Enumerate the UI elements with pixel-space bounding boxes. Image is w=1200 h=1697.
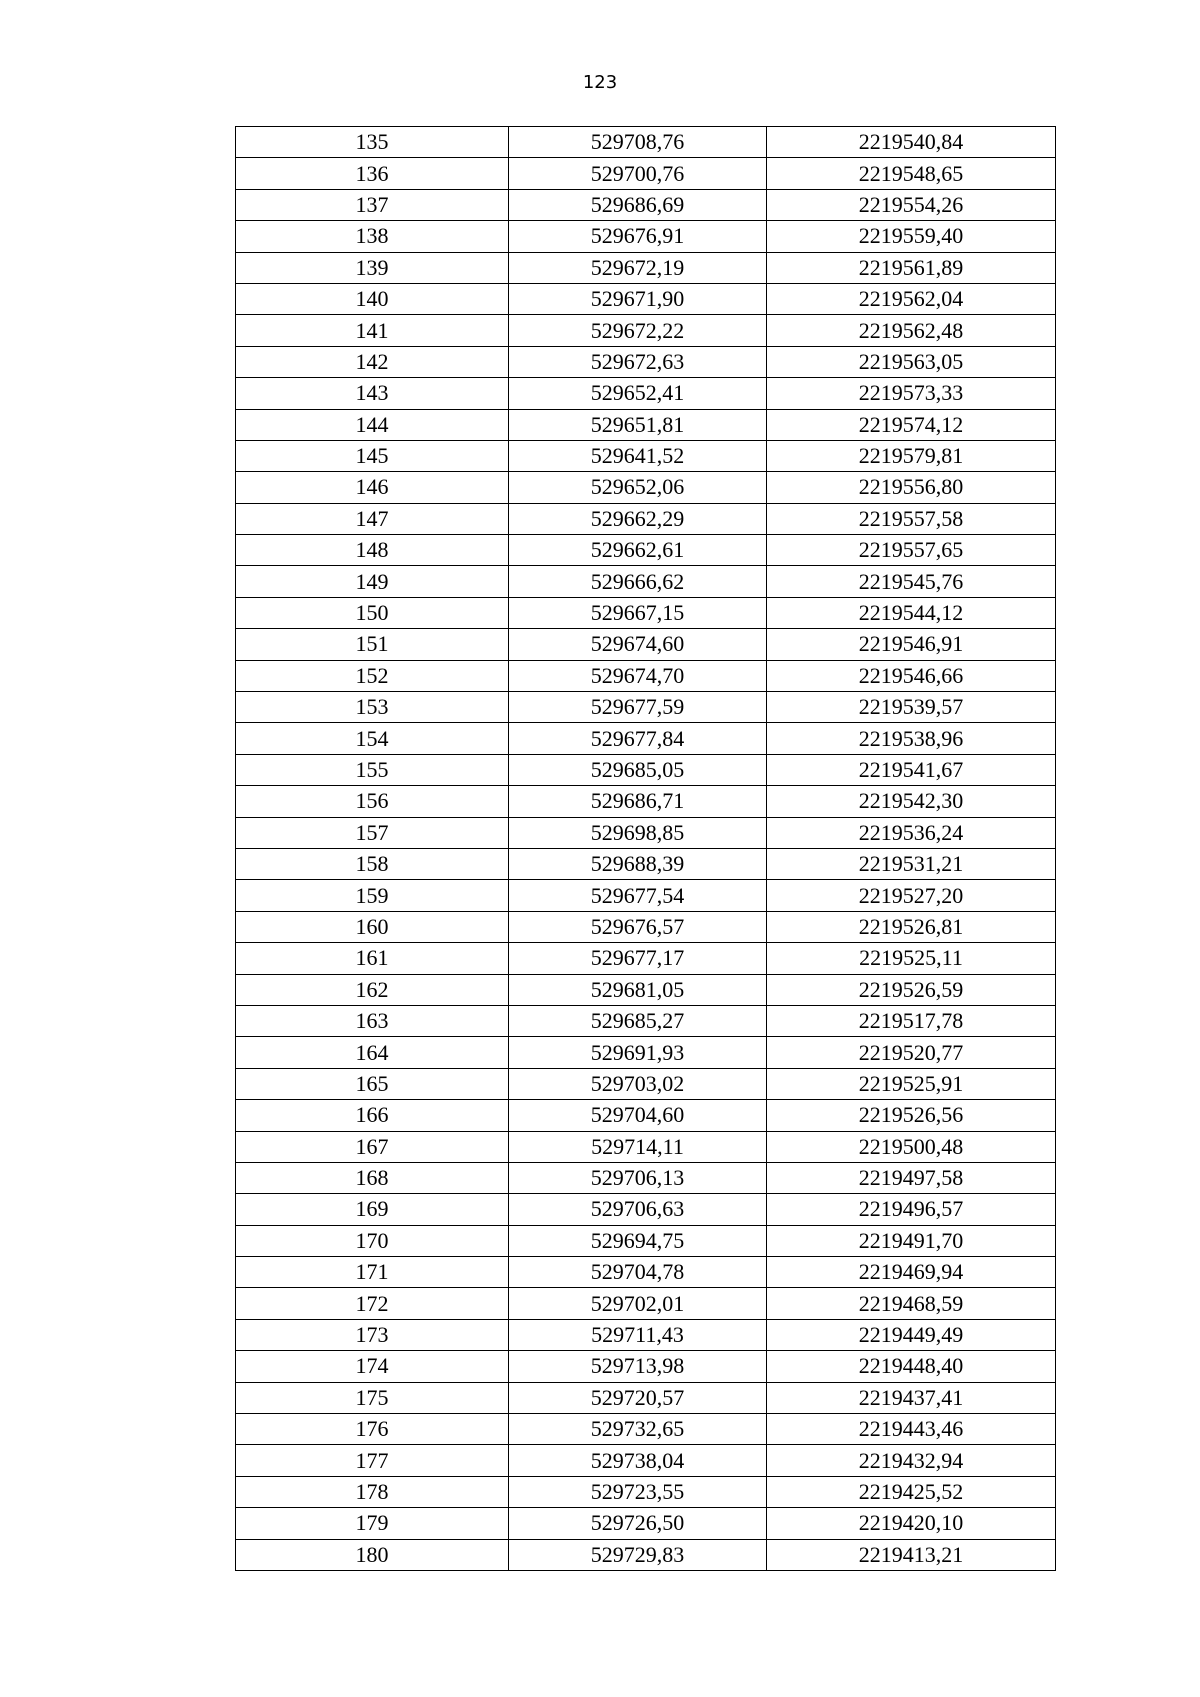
table-row	[236, 786, 1056, 817]
table-row	[236, 1100, 1056, 1131]
table-row	[236, 346, 1056, 377]
table-row	[236, 943, 1056, 974]
table-row	[236, 315, 1056, 346]
table-row	[236, 1414, 1056, 1445]
x-coordinate-cell: 529713,98	[509, 1351, 767, 1382]
x-coordinate-cell: 529732,65	[509, 1414, 767, 1445]
x-coordinate-cell: 529711,43	[509, 1319, 767, 1350]
y-coordinate-cell: 2219538,96	[767, 723, 1056, 754]
y-coordinate-cell: 2219420,10	[767, 1508, 1056, 1539]
point-number-cell: 143	[236, 378, 509, 409]
x-coordinate-cell: 529686,69	[509, 189, 767, 220]
y-coordinate-cell: 2219448,40	[767, 1351, 1056, 1382]
y-coordinate-cell: 2219469,94	[767, 1257, 1056, 1288]
table-row	[236, 252, 1056, 283]
point-number-cell: 164	[236, 1037, 509, 1068]
y-coordinate-cell: 2219542,30	[767, 786, 1056, 817]
y-coordinate-cell: 2219574,12	[767, 409, 1056, 440]
point-number-cell: 151	[236, 629, 509, 660]
y-coordinate-cell: 2219425,52	[767, 1476, 1056, 1507]
y-coordinate-cell: 2219525,91	[767, 1068, 1056, 1099]
y-coordinate-cell: 2219541,67	[767, 754, 1056, 785]
x-coordinate-cell: 529662,29	[509, 503, 767, 534]
table-row	[236, 1068, 1056, 1099]
y-coordinate-cell: 2219545,76	[767, 566, 1056, 597]
point-number-cell: 172	[236, 1288, 509, 1319]
point-number-cell: 140	[236, 283, 509, 314]
table-row	[236, 880, 1056, 911]
point-number-cell: 176	[236, 1414, 509, 1445]
point-number-cell: 156	[236, 786, 509, 817]
x-coordinate-cell: 529723,55	[509, 1476, 767, 1507]
x-coordinate-cell: 529676,91	[509, 221, 767, 252]
x-coordinate-cell: 529681,05	[509, 974, 767, 1005]
point-number-cell: 150	[236, 597, 509, 628]
point-number-cell: 166	[236, 1100, 509, 1131]
y-coordinate-cell: 2219557,65	[767, 535, 1056, 566]
x-coordinate-cell: 529674,60	[509, 629, 767, 660]
y-coordinate-cell: 2219561,89	[767, 252, 1056, 283]
y-coordinate-cell: 2219531,21	[767, 848, 1056, 879]
table-row	[236, 817, 1056, 848]
table-row	[236, 1194, 1056, 1225]
point-number-cell: 154	[236, 723, 509, 754]
x-coordinate-cell: 529652,06	[509, 472, 767, 503]
table-row	[236, 754, 1056, 785]
point-number-cell: 178	[236, 1476, 509, 1507]
x-coordinate-cell: 529676,57	[509, 911, 767, 942]
y-coordinate-cell: 2219497,58	[767, 1162, 1056, 1193]
table-row	[236, 1351, 1056, 1382]
x-coordinate-cell: 529666,62	[509, 566, 767, 597]
table-row	[236, 1476, 1056, 1507]
y-coordinate-cell: 2219544,12	[767, 597, 1056, 628]
table-row	[236, 1539, 1056, 1570]
y-coordinate-cell: 2219527,20	[767, 880, 1056, 911]
table-row	[236, 221, 1056, 252]
y-coordinate-cell: 2219520,77	[767, 1037, 1056, 1068]
y-coordinate-cell: 2219496,57	[767, 1194, 1056, 1225]
point-number-cell: 170	[236, 1225, 509, 1256]
x-coordinate-cell: 529677,54	[509, 880, 767, 911]
x-coordinate-cell: 529714,11	[509, 1131, 767, 1162]
x-coordinate-cell: 529685,27	[509, 1005, 767, 1036]
table-row	[236, 1382, 1056, 1413]
point-number-cell: 147	[236, 503, 509, 534]
x-coordinate-cell: 529677,59	[509, 692, 767, 723]
x-coordinate-cell: 529691,93	[509, 1037, 767, 1068]
x-coordinate-cell: 529706,13	[509, 1162, 767, 1193]
point-number-cell: 167	[236, 1131, 509, 1162]
point-number-cell: 171	[236, 1257, 509, 1288]
table-row	[236, 974, 1056, 1005]
y-coordinate-cell: 2219491,70	[767, 1225, 1056, 1256]
table-row	[236, 440, 1056, 471]
point-number-cell: 141	[236, 315, 509, 346]
y-coordinate-cell: 2219536,24	[767, 817, 1056, 848]
x-coordinate-cell: 529641,52	[509, 440, 767, 471]
y-coordinate-cell: 2219548,65	[767, 158, 1056, 189]
point-number-cell: 138	[236, 221, 509, 252]
table-row	[236, 1319, 1056, 1350]
point-number-cell: 163	[236, 1005, 509, 1036]
x-coordinate-cell: 529662,61	[509, 535, 767, 566]
point-number-cell: 180	[236, 1539, 509, 1570]
x-coordinate-cell: 529720,57	[509, 1382, 767, 1413]
table-row	[236, 1005, 1056, 1036]
table-row	[236, 1037, 1056, 1068]
x-coordinate-cell: 529672,63	[509, 346, 767, 377]
y-coordinate-cell: 2219443,46	[767, 1414, 1056, 1445]
x-coordinate-cell: 529674,70	[509, 660, 767, 691]
point-number-cell: 157	[236, 817, 509, 848]
point-number-cell: 148	[236, 535, 509, 566]
x-coordinate-cell: 529729,83	[509, 1539, 767, 1570]
coordinates-table-body	[236, 127, 1056, 1571]
y-coordinate-cell: 2219540,84	[767, 127, 1056, 158]
point-number-cell: 139	[236, 252, 509, 283]
point-number-cell: 160	[236, 911, 509, 942]
y-coordinate-cell: 2219559,40	[767, 221, 1056, 252]
x-coordinate-cell: 529672,22	[509, 315, 767, 346]
y-coordinate-cell: 2219554,26	[767, 189, 1056, 220]
y-coordinate-cell: 2219539,57	[767, 692, 1056, 723]
y-coordinate-cell: 2219526,81	[767, 911, 1056, 942]
x-coordinate-cell: 529700,76	[509, 158, 767, 189]
y-coordinate-cell: 2219579,81	[767, 440, 1056, 471]
y-coordinate-cell: 2219562,04	[767, 283, 1056, 314]
y-coordinate-cell: 2219517,78	[767, 1005, 1056, 1036]
x-coordinate-cell: 529694,75	[509, 1225, 767, 1256]
x-coordinate-cell: 529686,71	[509, 786, 767, 817]
table-row	[236, 1288, 1056, 1319]
point-number-cell: 177	[236, 1445, 509, 1476]
coordinates-table	[235, 126, 1056, 1571]
point-number-cell: 165	[236, 1068, 509, 1099]
x-coordinate-cell: 529667,15	[509, 597, 767, 628]
y-coordinate-cell: 2219468,59	[767, 1288, 1056, 1319]
x-coordinate-cell: 529677,84	[509, 723, 767, 754]
table-row	[236, 660, 1056, 691]
table-row	[236, 1445, 1056, 1476]
point-number-cell: 175	[236, 1382, 509, 1413]
table-row	[236, 723, 1056, 754]
table-row	[236, 566, 1056, 597]
point-number-cell: 136	[236, 158, 509, 189]
y-coordinate-cell: 2219546,91	[767, 629, 1056, 660]
table-row	[236, 1131, 1056, 1162]
y-coordinate-cell: 2219573,33	[767, 378, 1056, 409]
table-row	[236, 629, 1056, 660]
table-row	[236, 158, 1056, 189]
table-row	[236, 472, 1056, 503]
y-coordinate-cell: 2219526,59	[767, 974, 1056, 1005]
table-row	[236, 127, 1056, 158]
point-number-cell: 135	[236, 127, 509, 158]
point-number-cell: 144	[236, 409, 509, 440]
x-coordinate-cell: 529704,78	[509, 1257, 767, 1288]
x-coordinate-cell: 529677,17	[509, 943, 767, 974]
page-number: 123	[582, 72, 618, 93]
point-number-cell: 153	[236, 692, 509, 723]
x-coordinate-cell: 529685,05	[509, 754, 767, 785]
table-row	[236, 848, 1056, 879]
point-number-cell: 158	[236, 848, 509, 879]
point-number-cell: 142	[236, 346, 509, 377]
x-coordinate-cell: 529704,60	[509, 1100, 767, 1131]
y-coordinate-cell: 2219500,48	[767, 1131, 1056, 1162]
y-coordinate-cell: 2219562,48	[767, 315, 1056, 346]
x-coordinate-cell: 529651,81	[509, 409, 767, 440]
table-row	[236, 535, 1056, 566]
y-coordinate-cell: 2219557,58	[767, 503, 1056, 534]
y-coordinate-cell: 2219432,94	[767, 1445, 1056, 1476]
y-coordinate-cell: 2219449,49	[767, 1319, 1056, 1350]
y-coordinate-cell: 2219556,80	[767, 472, 1056, 503]
table-row	[236, 1225, 1056, 1256]
point-number-cell: 146	[236, 472, 509, 503]
table-row	[236, 1162, 1056, 1193]
x-coordinate-cell: 529672,19	[509, 252, 767, 283]
point-number-cell: 169	[236, 1194, 509, 1225]
y-coordinate-cell: 2219525,11	[767, 943, 1056, 974]
y-coordinate-cell: 2219563,05	[767, 346, 1056, 377]
x-coordinate-cell: 529688,39	[509, 848, 767, 879]
point-number-cell: 179	[236, 1508, 509, 1539]
y-coordinate-cell: 2219526,56	[767, 1100, 1056, 1131]
point-number-cell: 161	[236, 943, 509, 974]
x-coordinate-cell: 529702,01	[509, 1288, 767, 1319]
table-row	[236, 1257, 1056, 1288]
x-coordinate-cell: 529703,02	[509, 1068, 767, 1099]
x-coordinate-cell: 529708,76	[509, 127, 767, 158]
x-coordinate-cell: 529698,85	[509, 817, 767, 848]
table-row	[236, 378, 1056, 409]
x-coordinate-cell: 529671,90	[509, 283, 767, 314]
x-coordinate-cell: 529726,50	[509, 1508, 767, 1539]
table-row	[236, 692, 1056, 723]
table-row	[236, 911, 1056, 942]
point-number-cell: 145	[236, 440, 509, 471]
table-row	[236, 597, 1056, 628]
point-number-cell: 152	[236, 660, 509, 691]
point-number-cell: 149	[236, 566, 509, 597]
y-coordinate-cell: 2219437,41	[767, 1382, 1056, 1413]
point-number-cell: 159	[236, 880, 509, 911]
table-row	[236, 1508, 1056, 1539]
y-coordinate-cell: 2219413,21	[767, 1539, 1056, 1570]
table-row	[236, 189, 1056, 220]
y-coordinate-cell: 2219546,66	[767, 660, 1056, 691]
x-coordinate-cell: 529652,41	[509, 378, 767, 409]
point-number-cell: 173	[236, 1319, 509, 1350]
point-number-cell: 174	[236, 1351, 509, 1382]
table-row	[236, 409, 1056, 440]
point-number-cell: 137	[236, 189, 509, 220]
point-number-cell: 168	[236, 1162, 509, 1193]
x-coordinate-cell: 529706,63	[509, 1194, 767, 1225]
point-number-cell: 155	[236, 754, 509, 785]
point-number-cell: 162	[236, 974, 509, 1005]
x-coordinate-cell: 529738,04	[509, 1445, 767, 1476]
table-row	[236, 503, 1056, 534]
table-row	[236, 283, 1056, 314]
